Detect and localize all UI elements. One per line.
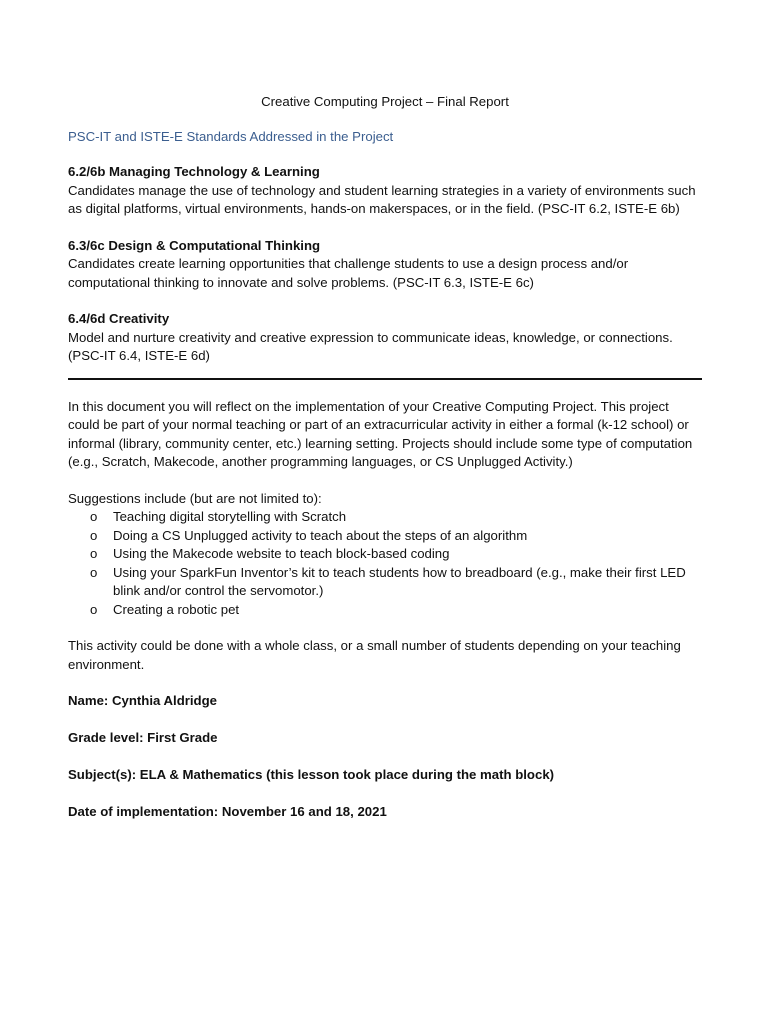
- document-content: [68, 93, 702, 840]
- standard-heading: 6.4/6d Creativity: [68, 311, 170, 326]
- list-item: [68, 564, 702, 601]
- bullet-icon: o: [90, 527, 98, 543]
- list-item-text: Using your SparkFun Inventor’s kit to teach students how to breadboard (e.g., make their first LED blink and/or control the servomotor.): [113, 564, 686, 598]
- closing-paragraph: This activity could be done with a whole class, or a small number of students depending on your teaching environment.: [68, 638, 681, 672]
- list-item-text: Doing a CS Unplugged activity to teach about the steps of an algorithm: [113, 527, 528, 543]
- bullet-icon: o: [90, 546, 98, 561]
- standard-heading: 6.2/6b Managing Technology & Learning: [68, 164, 320, 179]
- suggestions-list: [68, 508, 702, 619]
- standard-6-2: [68, 163, 702, 219]
- date-field: Date of implementation: November 16 and 18, 2021: [68, 804, 387, 819]
- standard-heading: 6.3/6c Design & Computational Thinking: [68, 237, 321, 253]
- horizontal-divider: [68, 378, 702, 380]
- bullet-icon: o: [90, 564, 98, 580]
- name-field: Name: Cynthia Aldridge: [68, 693, 217, 708]
- standard-6-4: [68, 310, 702, 366]
- standard-6-3: [68, 237, 702, 293]
- grade-level-field: Grade level: First Grade: [68, 730, 218, 745]
- bullet-icon: o: [90, 601, 98, 617]
- list-item-text: Teaching digital storytelling with Scratch: [113, 509, 347, 524]
- document-title: Creative Computing Project – Final Report: [261, 94, 509, 109]
- list-item-text: Creating a robotic pet: [113, 601, 240, 617]
- list-item: [68, 527, 702, 546]
- subject-field: Subject(s): ELA & Mathematics (this lesson took place during the math block): [68, 767, 555, 782]
- list-item: [68, 545, 702, 564]
- list-item: [68, 601, 702, 620]
- standard-body: Model and nurture creativity and creative expression to communicate ideas, knowledge, or connections. (PSC-IT 6.4, ISTE-E 6d): [68, 329, 673, 363]
- list-item-text: Using the Makecode website to teach block-based coding: [113, 546, 450, 561]
- suggestions-intro: Suggestions include (but are not limited to):: [68, 490, 322, 506]
- standards-subtitle: PSC-IT and ISTE-E Standards Addressed in the Project: [68, 128, 394, 144]
- standard-body: Candidates manage the use of technology and student learning strategies in a variety of environments such as digital platforms, virtual environments, hands-on makerspaces, or in the field. (PSC-IT 6.2, ISTE-E 6b): [68, 182, 696, 216]
- bullet-icon: o: [90, 509, 98, 524]
- intro-paragraph: In this document you will reflect on the implementation of your Creative Computing Project. This project could be part of your normal teaching or part of an extracurricular activity in either a formal (k-12 school) or informal (library, community center, etc.) learning setting. Projects should include some type of computation (e.g., Scratch, Makecode, another programming languages, or CS Unplugged Activity.): [68, 398, 693, 469]
- standard-body: Candidates create learning opportunities that challenge students to use a design process and/or computational thinking to innovate and solve problems. (PSC-IT 6.3, ISTE-E 6c): [68, 256, 629, 290]
- list-item: [68, 508, 702, 527]
